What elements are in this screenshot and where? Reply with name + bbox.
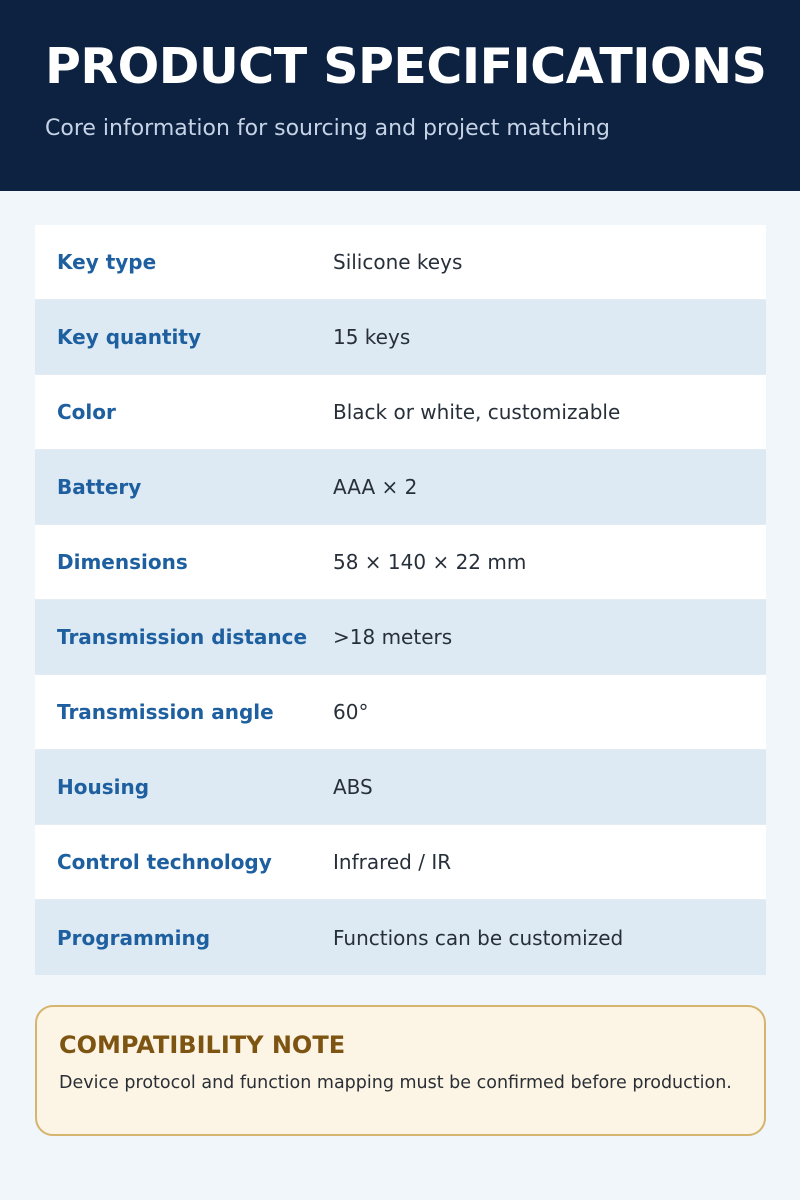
spec-label: Transmission distance [57, 625, 308, 649]
spec-label: Programming [57, 925, 211, 950]
spec-table [35, 225, 766, 975]
spec-value: 60° [333, 700, 369, 724]
spec-label: Battery [57, 475, 142, 499]
spec-row-programming [35, 900, 766, 975]
spec-label: Dimensions [57, 550, 188, 574]
page-header [0, 0, 800, 191]
note-text: Device protocol and function mapping must be confirmed before production. [59, 1073, 732, 1093]
spec-value: ABS [333, 775, 373, 799]
spec-row-key-type [35, 225, 766, 300]
spec-label: Transmission angle [57, 700, 274, 724]
page-subtitle: Core information for sourcing and project matching [45, 115, 610, 141]
spec-value: 58 × 140 × 22 mm [333, 550, 527, 574]
spec-row-dimensions [35, 525, 766, 600]
spec-row-color [35, 375, 766, 450]
spec-row-transmission-distance [35, 600, 766, 675]
spec-value: Black or white, customizable [333, 400, 621, 424]
spec-row-housing [35, 750, 766, 825]
spec-row-battery [35, 450, 766, 525]
spec-label: Color [57, 400, 116, 424]
spec-label: Key type [57, 250, 157, 274]
spec-value: AAA × 2 [333, 475, 418, 499]
spec-row-control-technology [35, 825, 766, 900]
spec-value: Infrared / IR [333, 850, 452, 874]
spec-value: Functions can be customized [333, 925, 624, 950]
note-title: COMPATIBILITY NOTE [59, 1031, 346, 1059]
spec-row-transmission-angle [35, 675, 766, 750]
spec-label: Control technology [57, 850, 272, 874]
spec-value: >18 meters [333, 625, 453, 649]
spec-label: Housing [57, 775, 150, 799]
spec-value: Silicone keys [333, 250, 463, 274]
compatibility-note [35, 1005, 766, 1136]
spec-value: 15 keys [333, 325, 411, 349]
spec-label: Key quantity [57, 325, 202, 349]
page-title: PRODUCT SPECIFICATIONS [45, 38, 767, 95]
spec-row-key-quantity [35, 300, 766, 375]
